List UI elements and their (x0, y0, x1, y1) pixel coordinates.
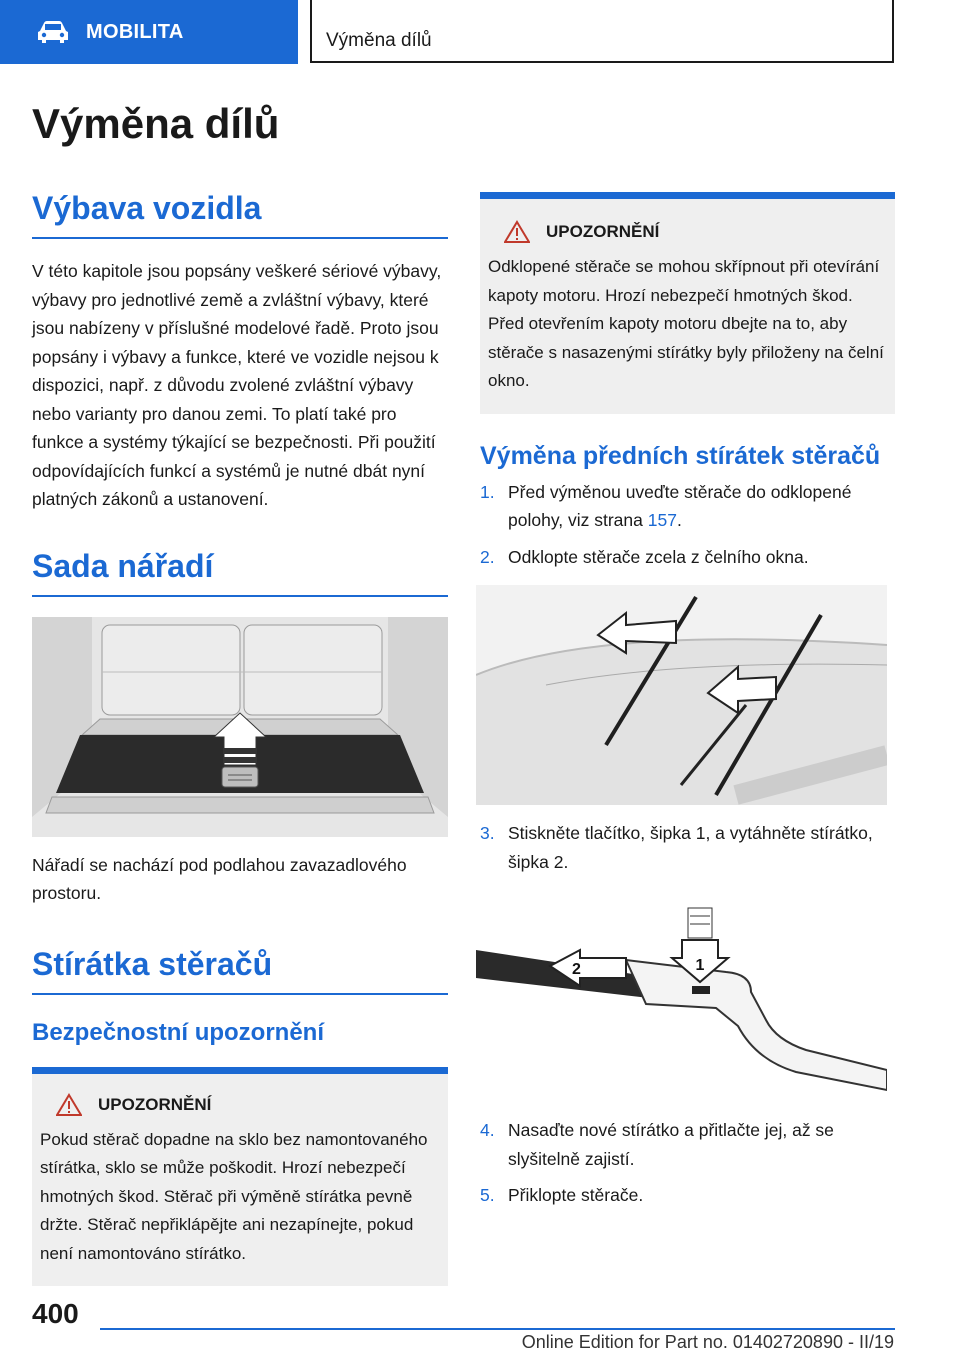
step-text: Stiskněte tlačítko, šipka 1, a vytáhněte stírátko, šipka 2. (508, 823, 873, 872)
steps-4-5 (480, 1116, 895, 1210)
steps-3 (480, 819, 895, 876)
step-number: 3. (480, 823, 495, 843)
step-item (480, 819, 895, 876)
warning-box-right (480, 192, 895, 414)
warning-box (32, 1067, 448, 1287)
left-column (32, 190, 448, 1286)
arrow-1-label: 1 (695, 957, 705, 974)
warning-title-right: UPOZORNĚNÍ (546, 222, 660, 241)
step-number: 5. (480, 1185, 495, 1205)
warning-text: Pokud stěrač dopadne na sklo bez namontovaného stírátka, sklo se může poškodit. Hrozí nebezpečí hmotných škod. Stěrač při výměně stírátka pevně držte. Stěrač nepřiklápějte ani nezapínejte, pokud není namontováno stírátko. (40, 1129, 428, 1263)
trunk-illustration (32, 617, 448, 837)
footer-edition: Online Edition for Part no. 01402720890 - II/19 (521, 1332, 894, 1352)
steps-1-2 (480, 478, 895, 572)
warning-header (40, 1090, 440, 1120)
step-text: Přiklopte stěrače. (508, 1185, 644, 1205)
heading-bezpecnost: Bezpečnostní upozornění (32, 1018, 325, 1046)
car-icon (36, 20, 70, 44)
warning-title: UPOZORNĚNÍ (98, 1094, 212, 1114)
step-text-end: . (676, 510, 682, 530)
section-label: MOBILITA (86, 20, 184, 43)
warning-text-right: Odklopené stěrače se mohou skřípnout při otevírání kapoty motoru. Hrozí nebezpečí hmotných škod. Před otevřením kapoty motoru dbejte na to, aby stěrače s nasazenými stírátky byly přiloženy na čelní okno. (488, 257, 884, 390)
arrow-2-label: 2 (572, 961, 581, 978)
step-number: 4. (480, 1120, 495, 1140)
step-number: 1. (480, 481, 495, 502)
step-item (480, 543, 895, 572)
heading-front-wipers: Výměna předních stírátek stěračů (480, 441, 881, 470)
warning-icon (56, 1093, 82, 1117)
heading-stiratka: Stírátka stěračů (32, 946, 448, 995)
warning-header-right (488, 217, 887, 247)
breadcrumb (310, 0, 894, 63)
breadcrumb-text: Výměna dílů (326, 30, 432, 51)
page-title: Výměna dílů (32, 100, 280, 147)
page-number: 400 (32, 1298, 79, 1329)
vybava-text: V této kapitole jsou popsány veškeré sériové výbavy, výbavy pro jednotlivé země a zvláštní výbavy, které jsou nabízeny v příslušné modelové řadě. Proto jsou popsány i výbavy a funkce, které ve vozidle nejsou k dispozici, např. z důvodu zvolené zvláštní výbavy nebo varianty pro danou zemi. To platí také pro funkce a systémy týkající se bezpečnosti. Při použití odpovídajících funkcí a systémů je nutné dbát nyní platných zákonů a ustanovení. (32, 261, 442, 509)
sada-caption: Nářadí se nachází pod podlahou zavazadlového prostoru. (32, 854, 407, 903)
section-tab[interactable] (0, 0, 298, 64)
step-item (480, 1116, 895, 1173)
step-text: Před výměnou uveďte stěrače do odklopené polohy, viz strana (508, 481, 852, 530)
warning-icon (504, 220, 530, 244)
wiper-blade-illustration (476, 900, 887, 1100)
footer-divider (100, 1328, 895, 1330)
right-column (480, 192, 895, 1210)
step-number: 2. (480, 546, 495, 567)
step-item (480, 478, 895, 535)
step-text: Odklopte stěrače zcela z čelního okna. (508, 546, 809, 567)
step-text: Nasaďte nové stírátko a přitlačte jej, až se slyšitelně zajistí. (508, 1120, 834, 1169)
step-item (480, 1181, 895, 1210)
heading-sada: Sada nářadí (32, 548, 448, 597)
windshield-illustration (476, 585, 887, 805)
heading-vybava: Výbava vozidla (32, 190, 448, 239)
page-link[interactable]: 157 (647, 510, 677, 530)
